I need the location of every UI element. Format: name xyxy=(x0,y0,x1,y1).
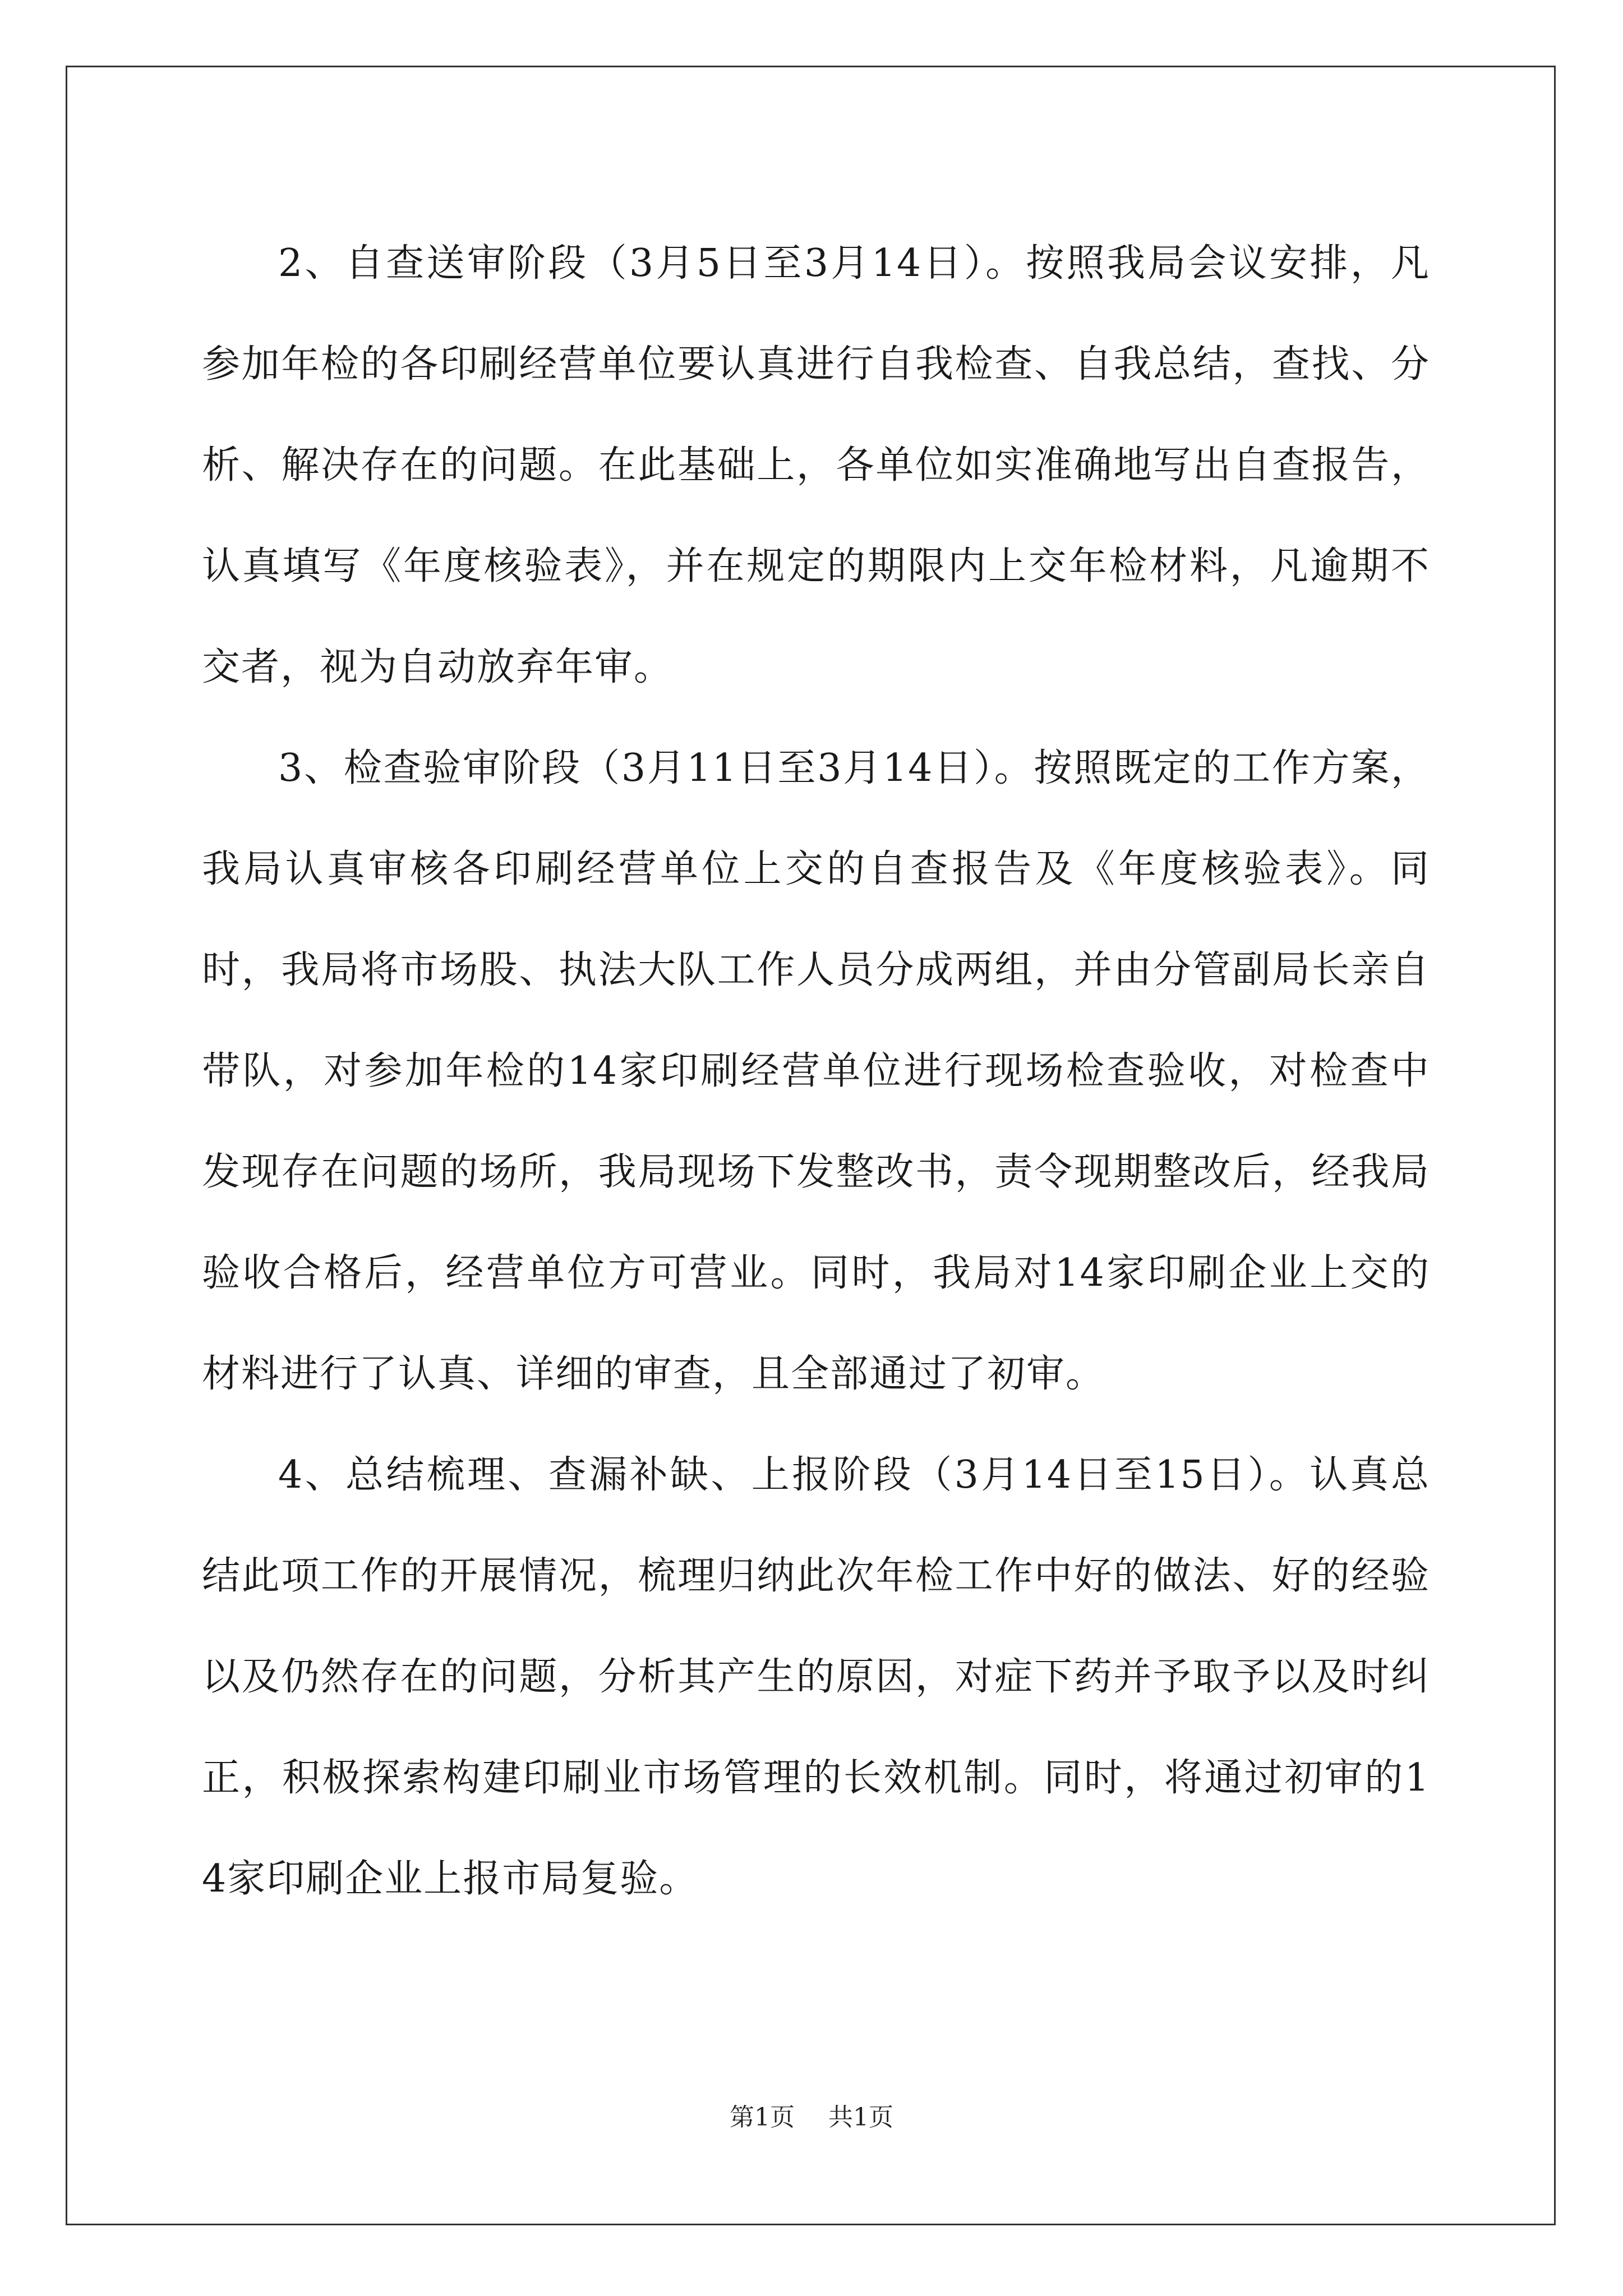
page-footer xyxy=(0,2101,1623,2134)
document-body xyxy=(202,213,1430,1930)
paragraph-review-stage: 2、自查送审阶段（3月5日至3月14日）。按照我局会议安排，凡参加年检的各印刷经营单位要认真进行自我检查、自我总结，查找、分析、解决存在的问题。在此基础上，各单位如实准确地写出自查报告，认真填写《年度核验表》，并在规定的期限内上交年检材料，凡逾期不交者，视为自动放弃年审。 xyxy=(202,241,1430,689)
paragraph-summary-stage: 4、总结梳理、查漏补缺、上报阶段（3月14日至15日）。认真总结此项工作的开展情况，梳理归纳此次年检工作中好的做法、好的经验以及仍然存在的问题，分析其产生的原因，对症下药并予取予以及时纠正，积极探索构建印刷业市场管理的长效机制。同时，将通过初审的14家印刷企业上报市局复验。 xyxy=(202,1453,1430,1901)
page-number: 第1页 xyxy=(730,2103,795,2132)
total-pages: 共1页 xyxy=(828,2103,893,2132)
paragraph-inspection-stage: 3、检查验审阶段（3月11日至3月14日）。按照既定的工作方案，我局认真审核各印刷经营单位上交的自查报告及《年度核验表》。同时，我局将市场股、执法大队工作人员分成两组，并由分管副局长亲自带队，对参加年检的14家印刷经营单位进行现场检查验收，对检查中发现存在问题的场所，我局现场下发整改书，责令现期整改后，经我局验收合格后，经营单位方可营业。同时，我局对14家印刷企业上交的材料进行了认真、详细的审查，且全部通过了初审。 xyxy=(202,746,1430,1396)
